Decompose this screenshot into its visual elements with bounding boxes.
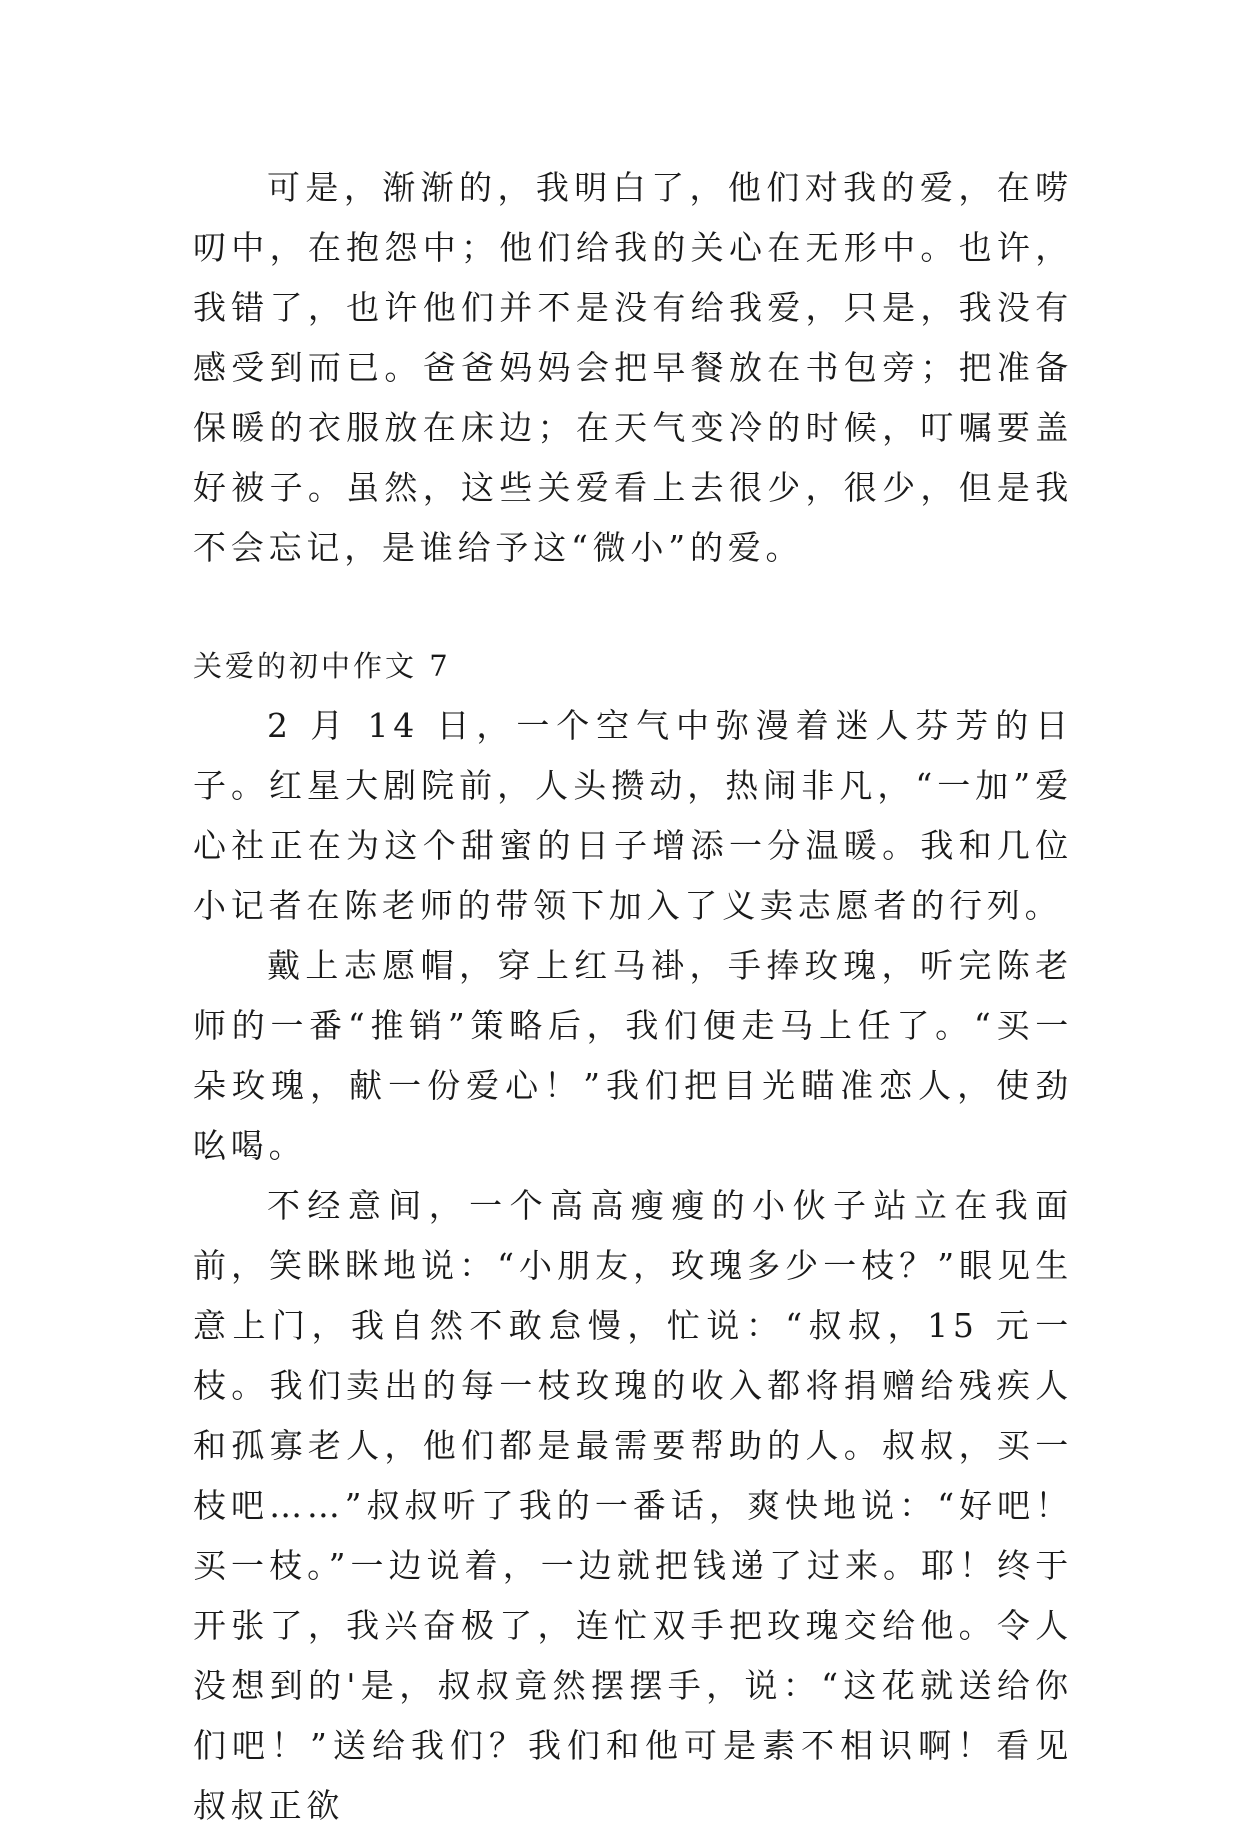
- paragraph-1: 2 月 14 日，一个空气中弥漫着迷人芬芳的日子。红星大剧院前，人头攒动，热闹非凡，“一加”爱心社正在为这个甜蜜的日子增添一分温暖。我和几位小记者在陈老师的带领下加入了义卖志愿者的行列。: [193, 706, 1073, 925]
- paragraph-3: 不经意间，一个高高瘦瘦的小伙子站立在我面前，笑眯眯地说：“小朋友，玫瑰多少一枝？”眼见生意上门，我自然不敢怠慢，忙说：“叔叔，15 元一枝。我们卖出的每一枝玫瑰的收入都将捐赠给残疾人和孤寡老人，他们都是最需要帮助的人。叔叔，买一枝吧……”叔叔听了我的一番话，爽快地说：“好吧！买一枝。”一边说着，一边就把钱递了过来。耶！终于开张了，我兴奋极了，连忙双手把玫瑰交给他。令人没想到的'是，叔叔竟然摆摆手，说：“这花就送给你们吧！”送给我们？我们和他可是素不相识啊！看见叔叔正欲: [193, 1186, 1073, 1825]
- paragraph-2: 戴上志愿帽，穿上红马褂，手捧玫瑰，听完陈老师的一番“推销”策略后，我们便走马上任了。“买一朵玫瑰，献一份爱心！”我们把目光瞄准恋人，使劲吆喝。: [193, 946, 1073, 1165]
- section-spacer: [193, 578, 1073, 636]
- document-page: [193, 158, 1073, 1836]
- intro-paragraph: 可是，渐渐的，我明白了，他们对我的爱，在唠叨中，在抱怨中；他们给我的关心在无形中。也许，我错了，也许他们并不是没有给我爱，只是，我没有感受到而已。爸爸妈妈会把早餐放在书包旁；把准备保暖的衣服放在床边；在天气变冷的时候，叮嘱要盖好被子。虽然，这些关爱看上去很少，很少，但是我不会忘记，是谁给予这“微小”的爱。: [193, 168, 1073, 567]
- section-title: 关爱的初中作文 7: [193, 649, 451, 683]
